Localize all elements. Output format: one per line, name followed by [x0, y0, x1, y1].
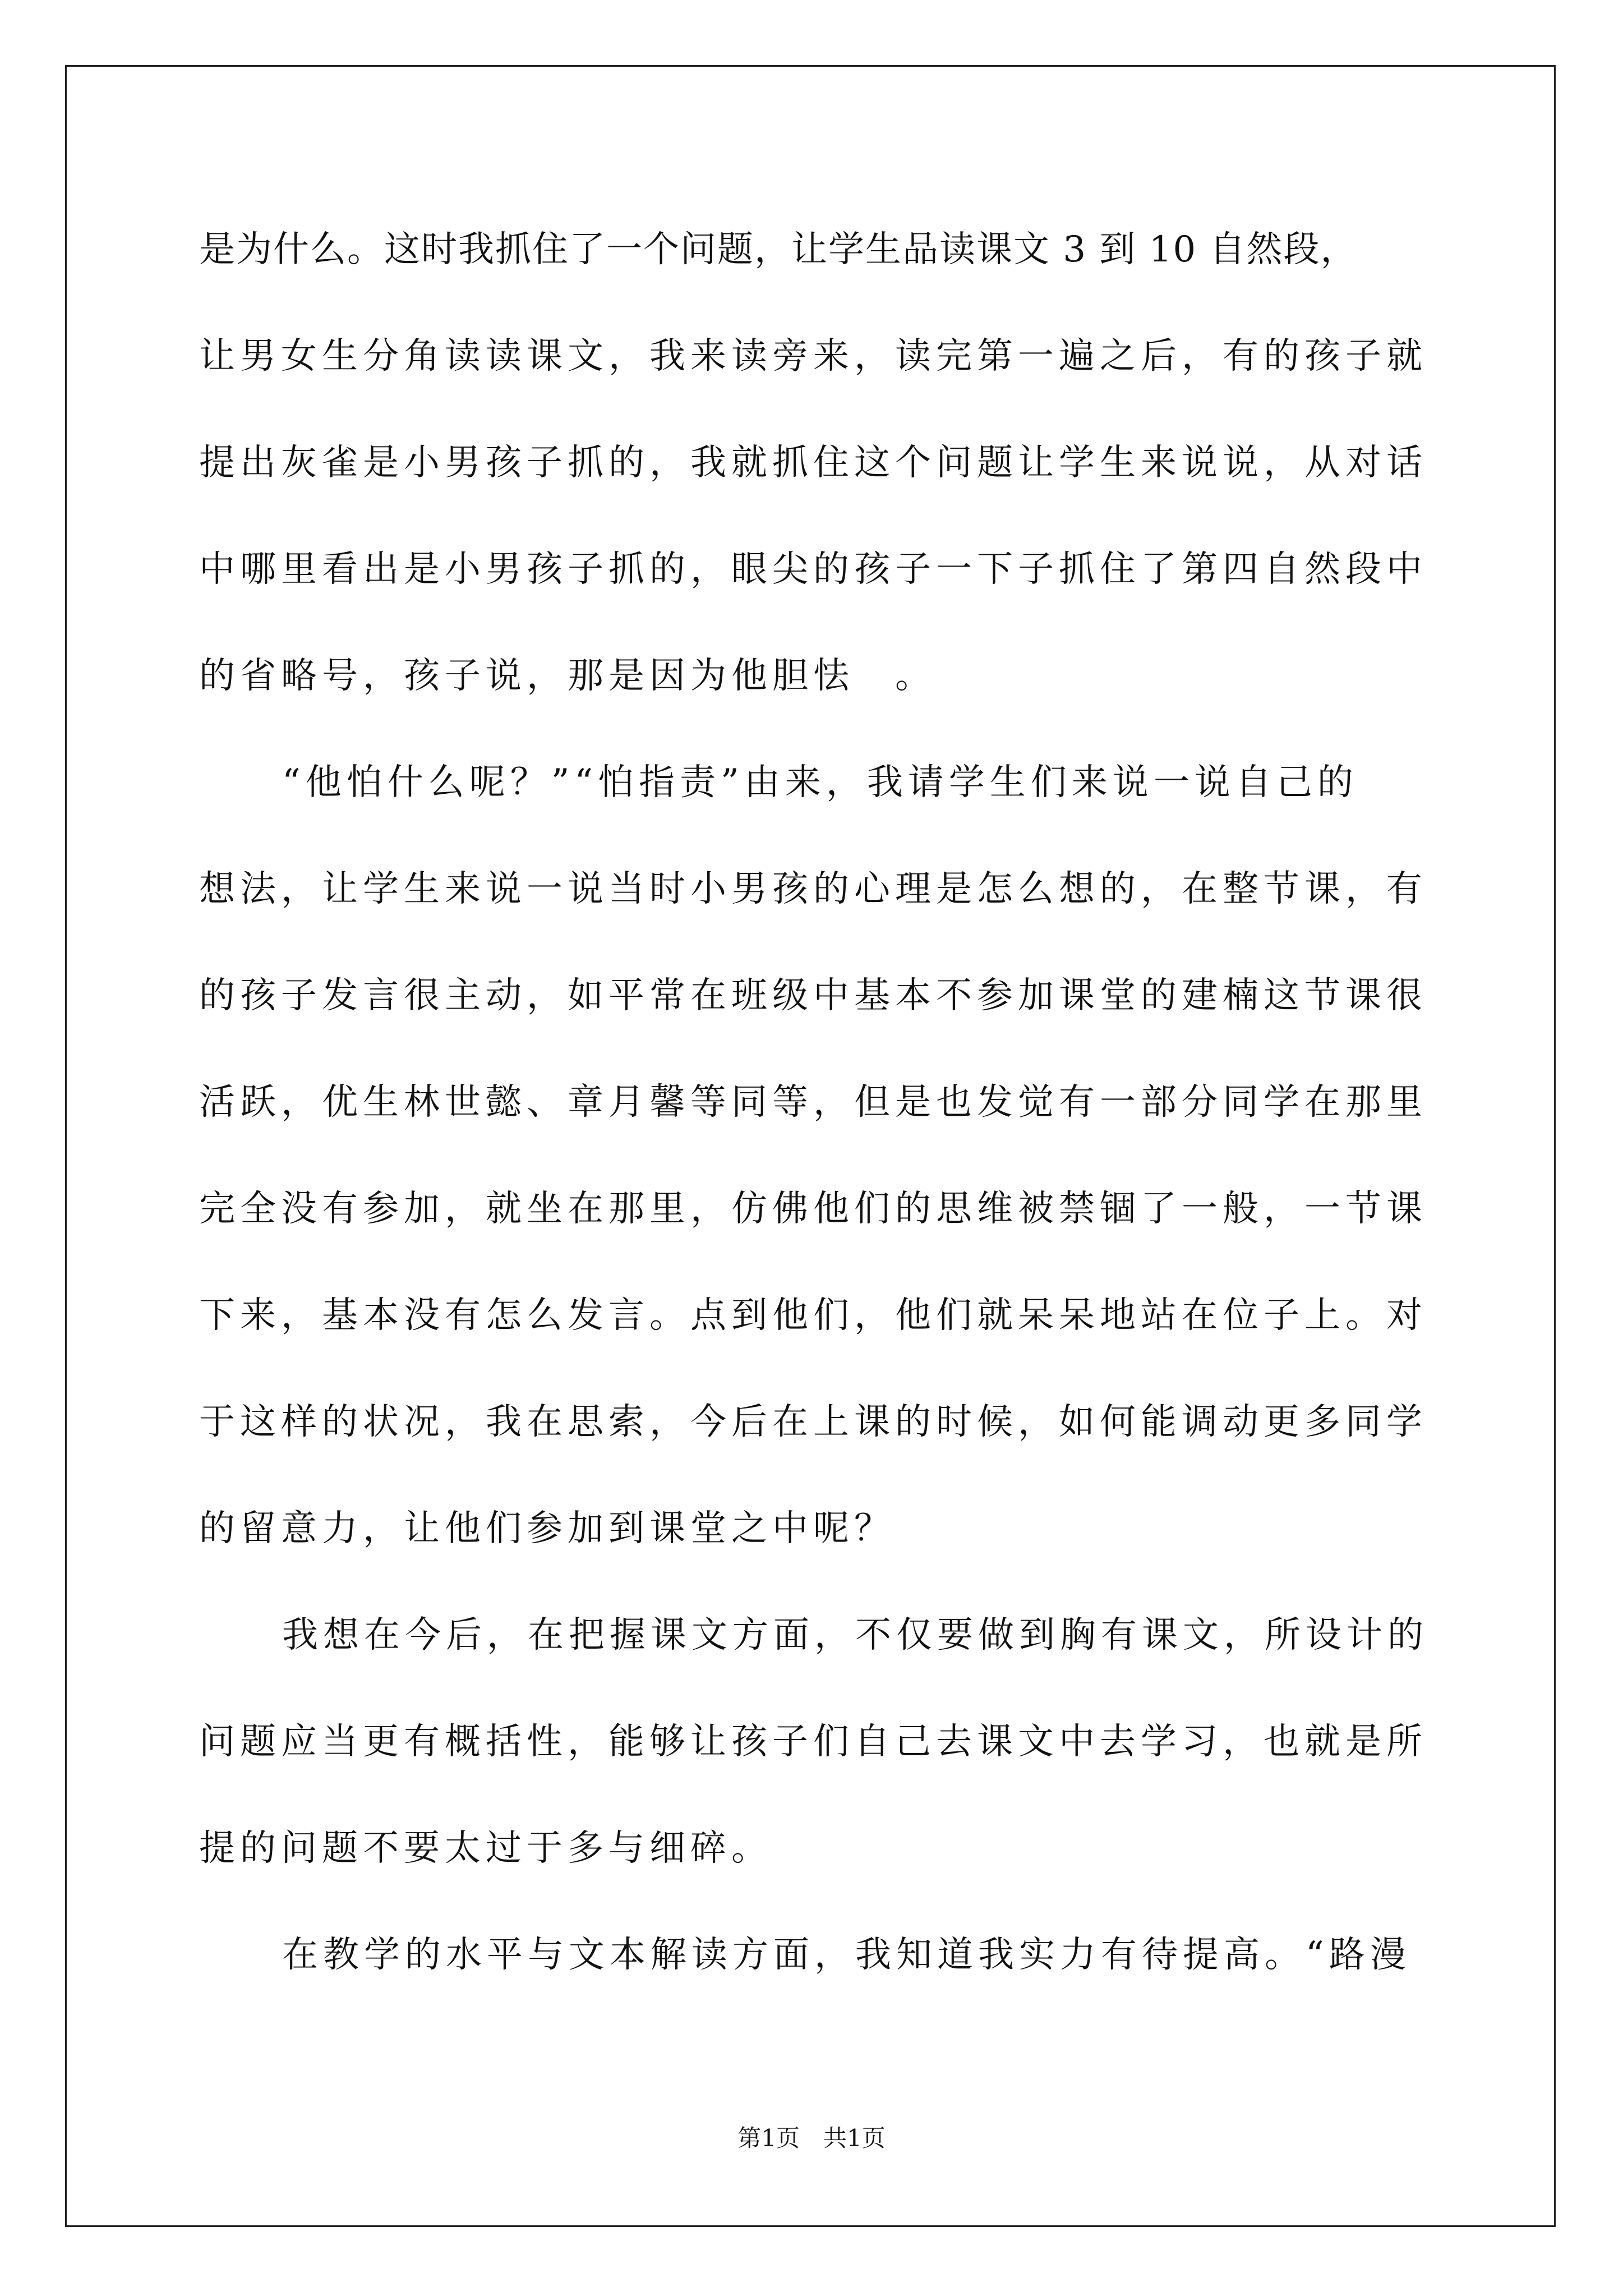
text-line: 让男女生分角读读课文，我来读旁来，读完第一遍之后，有的孩子就 [199, 335, 1427, 377]
text-line: 是为什么。这时我抓住了一个问题，让学生品读课文 3 到 10 自然段， [199, 229, 1358, 270]
text-line: 的孩子发言很主动，如平常在班级中基本不参加课堂的建楠这节课很 [199, 975, 1427, 1016]
text-line: 完全没有参加，就坐在那里，仿佛他们的思维被禁锢了一般，一节课 [199, 1188, 1427, 1230]
text-line: 中哪里看出是小男孩子抓的，眼尖的孩子一下子抓住了第四自然段中 [199, 549, 1427, 590]
text-line: 提的问题不要太过于多与细碎。 [199, 1828, 772, 1869]
text-line: 问题应当更有概括性，能够让孩子们自己去课文中去学习，也就是所 [199, 1721, 1427, 1763]
text-line: 于这样的状况，我在思索，今后在上课的时候，如何能调动更多同学 [199, 1401, 1427, 1443]
text-line: 的留意力，让他们参加到课堂之中呢？ [199, 1508, 895, 1549]
text-line: 活跃，优生林世懿、章月馨等同等，但是也发觉有一部分同学在那里 [199, 1082, 1427, 1123]
paragraph-start-line: “他怕什么呢？”“怕指责”由来，我请学生们来说一说自己的 [282, 762, 1358, 803]
text-line: 想法，让学生来说一说当时小男孩的心理是怎么想的，在整节课，有 [199, 868, 1427, 910]
page-number-footer: 第1页 共1页 [737, 2124, 886, 2152]
text-line: 下来，基本没有怎么发言。点到他们，他们就呆呆地站在位子上。对 [199, 1295, 1427, 1336]
text-line: 的省略号，孩子说，那是因为他胆怯 。 [199, 655, 936, 697]
document-body [199, 216, 1427, 2028]
paragraph-start-line: 我想在今后，在把握课文方面，不仅要做到胸有课文，所设计的 [282, 1614, 1428, 1656]
text-line: 提出灰雀是小男孩子抓的，我就抓住这个问题让学生来说说，从对话 [199, 442, 1427, 484]
paragraph-start-line: 在教学的水平与文本解读方面，我知道我实力有待提高。“路漫 [282, 1934, 1411, 1976]
